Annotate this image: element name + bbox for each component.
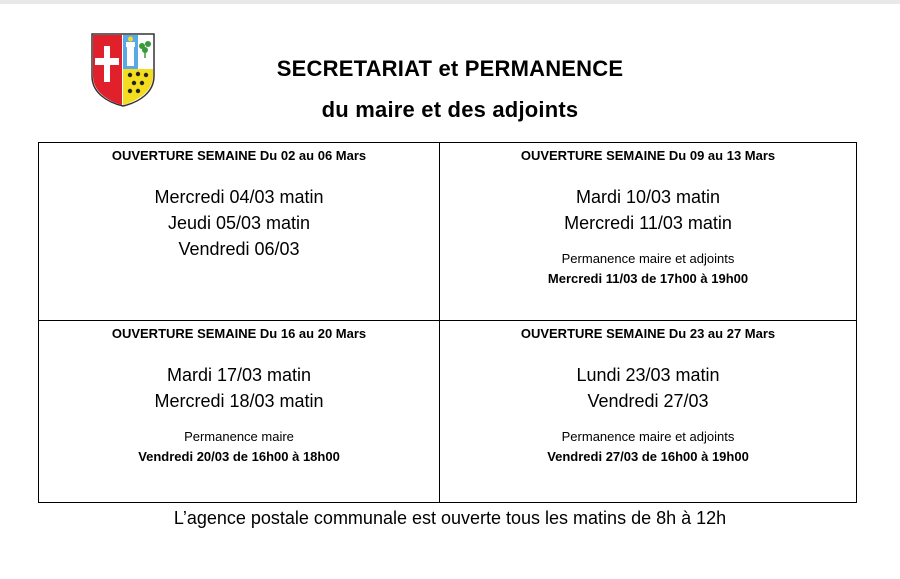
week-heading: OUVERTURE SEMAINE Du 23 au 27 Mars (520, 326, 776, 341)
permanence-detail: Vendredi 27/03 de 16h00 à 19h00 (547, 449, 749, 464)
permanence-detail: Mercredi 11/03 de 17h00 à 19h00 (547, 271, 749, 286)
week-heading: OUVERTURE SEMAINE Du 16 au 20 Mars (111, 326, 367, 341)
opening-day: Vendredi 06/03 (178, 239, 300, 259)
coat-of-arms-logo (90, 32, 156, 108)
week-cell-3 (39, 321, 440, 502)
week-heading: OUVERTURE SEMAINE Du 02 au 06 Mars (111, 148, 367, 163)
opening-days (39, 362, 439, 414)
opening-day: Lundi 23/03 matin (576, 365, 720, 385)
week-cell-2 (440, 143, 856, 321)
permanence-label: Permanence maire (184, 429, 294, 444)
opening-days (440, 362, 856, 414)
postal-agency-note: L’agence postale communale est ouverte tous les matins de 8h à 12h (173, 508, 727, 528)
opening-day: Mardi 10/03 matin (575, 187, 721, 207)
opening-day: Mercredi 18/03 matin (154, 391, 324, 411)
page-title: SECRETARIAT et PERMANENCE (276, 56, 624, 81)
opening-day: Mardi 17/03 matin (166, 365, 312, 385)
opening-days (440, 184, 856, 236)
permanence-label: Permanence maire et adjoints (561, 251, 735, 266)
opening-day: Vendredi 27/03 (587, 391, 709, 411)
permanence-info (440, 249, 856, 289)
opening-day: Mercredi 11/03 matin (564, 213, 732, 233)
permanence-label: Permanence maire et adjoints (561, 429, 735, 444)
opening-day: Jeudi 05/03 matin (167, 213, 311, 233)
permanence-detail: Vendredi 20/03 de 16h00 à 18h00 (138, 449, 340, 464)
permanence-info (440, 427, 856, 467)
week-cell-1 (39, 143, 440, 321)
week-heading: OUVERTURE SEMAINE Du 09 au 13 Mars (520, 148, 776, 163)
opening-days (39, 184, 439, 262)
week-cell-4 (440, 321, 856, 502)
schedule-table (38, 142, 857, 503)
page-subtitle: du maire et des adjoints (321, 97, 579, 122)
permanence-info (39, 427, 439, 467)
top-bar (0, 0, 900, 4)
opening-day: Mercredi 04/03 matin (154, 187, 324, 207)
